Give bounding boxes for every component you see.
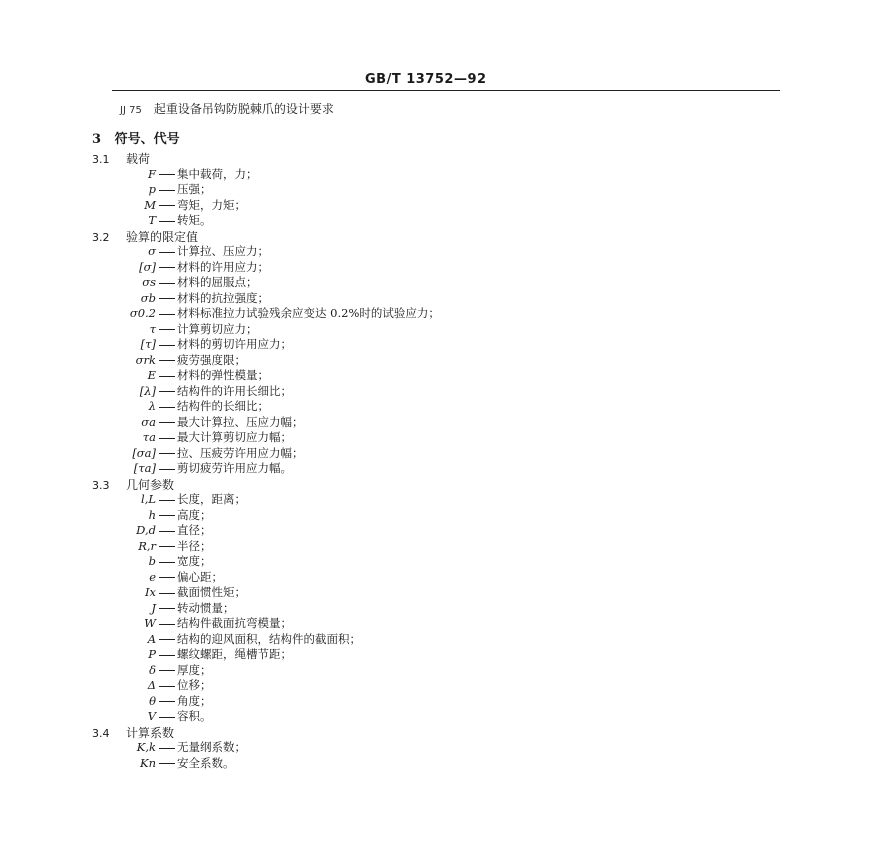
symbol: e xyxy=(149,569,156,584)
symbol: Kn xyxy=(140,755,156,770)
symbol: P xyxy=(148,647,156,661)
symbol: R,r xyxy=(138,538,156,553)
em-dash xyxy=(159,639,175,640)
section-number: 3 xyxy=(92,132,102,147)
em-dash xyxy=(159,407,175,408)
em-dash xyxy=(159,422,175,423)
list-item xyxy=(141,336,292,352)
em-dash xyxy=(159,546,175,547)
list-item xyxy=(145,584,246,600)
symbol: b xyxy=(148,554,156,568)
symbol-description: 结构件的长细比； xyxy=(177,399,269,413)
list-item xyxy=(136,352,246,368)
list-item xyxy=(149,662,211,678)
em-dash xyxy=(159,453,175,454)
em-dash xyxy=(159,670,175,671)
symbol-description: 结构件的许用长细比； xyxy=(177,383,292,398)
symbol-description: 计算剪切应力； xyxy=(177,321,258,336)
symbol-description: 容积。 xyxy=(177,709,212,723)
symbol: A xyxy=(147,631,156,646)
symbol: τ xyxy=(149,321,156,336)
subsection-title: 几何参数 xyxy=(126,477,175,492)
symbol-description: 材料标准拉力试验残余应变达 0.2%时的试验应力； xyxy=(177,306,440,320)
symbol-description: 剪切疲劳许用应力幅。 xyxy=(177,461,292,475)
em-dash xyxy=(159,763,175,764)
symbol: σrk xyxy=(135,352,156,367)
symbol-description: 集中载荷，力； xyxy=(177,166,258,181)
em-dash xyxy=(159,221,175,222)
symbol: σa xyxy=(141,414,156,429)
symbol: T xyxy=(148,213,156,227)
symbol-description: 高度； xyxy=(177,507,212,522)
subsection-title: 验算的限定值 xyxy=(126,229,199,244)
em-dash xyxy=(159,531,175,532)
subsection-number: 3.3 xyxy=(92,478,110,492)
em-dash xyxy=(159,701,175,702)
symbol: [σ] xyxy=(139,259,156,274)
em-dash xyxy=(159,267,175,268)
symbol: σ xyxy=(148,244,156,258)
symbol-description: 无量纲系数； xyxy=(177,740,246,754)
symbol: l,L xyxy=(141,492,156,506)
em-dash xyxy=(159,608,175,609)
em-dash xyxy=(159,205,175,206)
symbol-description: 安全系数。 xyxy=(177,755,235,770)
list-item xyxy=(141,491,246,507)
symbol: K,k xyxy=(136,740,156,754)
symbol-description: 材料的屈服点； xyxy=(177,275,258,289)
em-dash xyxy=(159,298,175,299)
em-dash xyxy=(159,376,175,377)
symbol: W xyxy=(144,616,156,630)
subsection-number: 3.4 xyxy=(92,726,110,740)
em-dash xyxy=(159,360,175,361)
symbol: Δ xyxy=(147,678,156,692)
list-item xyxy=(149,181,212,197)
symbol-description: 长度，距离； xyxy=(177,492,246,506)
em-dash xyxy=(159,174,175,175)
subsection-heading xyxy=(92,724,174,741)
em-dash xyxy=(159,252,175,253)
symbol-description: 最大计算剪切应力幅； xyxy=(177,430,292,444)
symbol-description: 结构的迎风面积，结构件的截面积； xyxy=(177,631,361,646)
list-item xyxy=(141,290,269,306)
symbol: J xyxy=(151,600,156,615)
em-dash xyxy=(159,562,175,563)
list-item xyxy=(149,507,212,523)
list-item xyxy=(148,677,212,693)
standard-number-header: GB/T 13752—92 xyxy=(365,72,487,87)
list-item xyxy=(141,414,303,430)
symbol-description: 转矩。 xyxy=(177,213,212,227)
subsection-heading xyxy=(92,228,198,245)
subsection-number: 3.1 xyxy=(92,153,110,166)
list-item xyxy=(137,739,246,755)
list-item xyxy=(148,212,211,228)
symbol-description: 宽度； xyxy=(177,554,212,568)
em-dash xyxy=(159,624,175,625)
symbol: [σa] xyxy=(132,445,156,460)
symbol: θ xyxy=(149,693,156,708)
list-item xyxy=(148,166,257,182)
list-item xyxy=(148,243,269,259)
symbol-description: 结构件截面抗弯模量； xyxy=(177,616,292,630)
list-item xyxy=(151,600,234,616)
subsection-heading xyxy=(92,476,174,493)
em-dash xyxy=(159,748,175,749)
symbol: Ix xyxy=(144,585,156,599)
symbol-description: 角度； xyxy=(177,693,212,708)
symbol: σ0.2 xyxy=(129,306,156,320)
list-item xyxy=(149,569,223,585)
symbol: F xyxy=(148,166,156,181)
em-dash xyxy=(159,190,175,191)
em-dash xyxy=(159,593,175,594)
list-item xyxy=(136,522,211,538)
reference-line xyxy=(120,100,334,117)
em-dash xyxy=(159,577,175,578)
list-item xyxy=(148,646,292,662)
symbol: λ xyxy=(148,399,156,413)
symbol: [τ] xyxy=(140,337,156,351)
subsection-heading xyxy=(92,150,150,167)
em-dash xyxy=(159,717,175,718)
symbol-description: 螺纹螺距，绳槽节距； xyxy=(177,647,292,661)
symbol-description: 直径； xyxy=(177,523,212,537)
em-dash xyxy=(159,329,175,330)
list-item xyxy=(138,538,211,554)
symbol-description: 转动惯量； xyxy=(177,600,235,615)
em-dash xyxy=(159,391,175,392)
list-item xyxy=(148,367,269,383)
symbol-description: 偏心距； xyxy=(177,569,223,584)
symbol-description: 半径； xyxy=(177,538,212,553)
list-item xyxy=(143,429,292,445)
symbol: D,d xyxy=(136,523,156,537)
symbol-description: 厚度； xyxy=(177,662,212,677)
symbol: p xyxy=(148,182,156,196)
symbol: τa xyxy=(142,430,156,444)
symbol: V xyxy=(147,709,156,723)
symbol: σb xyxy=(140,290,156,305)
reference-code: JJ 75 xyxy=(120,105,142,116)
list-item xyxy=(130,305,440,321)
em-dash xyxy=(159,438,175,439)
list-item xyxy=(144,615,292,631)
subsection-title: 载荷 xyxy=(126,152,151,166)
section-title: 符号、代号 xyxy=(114,132,180,147)
symbol: δ xyxy=(149,662,156,677)
list-item xyxy=(150,321,258,337)
symbol-description: 拉、压疲劳许用应力幅； xyxy=(177,445,304,460)
symbol-description: 材料的剪切许用应力； xyxy=(177,337,292,351)
list-item xyxy=(149,693,211,709)
list-item xyxy=(148,708,212,724)
symbol: [λ] xyxy=(139,383,156,398)
symbol-description: 计算拉、压应力； xyxy=(177,244,269,258)
em-dash xyxy=(159,515,175,516)
symbol: σs xyxy=(142,275,156,289)
symbol-description: 弯矩，力矩； xyxy=(177,197,246,212)
list-item xyxy=(140,755,235,771)
em-dash xyxy=(159,314,175,315)
symbol: [τa] xyxy=(133,461,156,475)
list-item xyxy=(144,197,246,213)
reference-title: 起重设备吊钩防脱棘爪的设计要求 xyxy=(153,102,334,116)
list-item xyxy=(132,445,303,461)
em-dash xyxy=(159,345,175,346)
em-dash xyxy=(159,500,175,501)
list-item xyxy=(149,553,212,569)
list-item xyxy=(134,460,292,476)
em-dash xyxy=(159,283,175,284)
em-dash xyxy=(159,655,175,656)
list-item xyxy=(139,259,269,275)
symbol-description: 材料的许用应力； xyxy=(177,259,269,274)
list-item xyxy=(148,631,361,647)
symbol-description: 最大计算拉、压应力幅； xyxy=(177,414,304,429)
em-dash xyxy=(159,686,175,687)
symbol: E xyxy=(147,368,156,382)
header-rule xyxy=(112,90,780,91)
subsection-title: 计算系数 xyxy=(126,725,175,740)
symbol-description: 材料的抗拉强度； xyxy=(177,290,269,305)
list-item xyxy=(149,398,269,414)
symbol-description: 压强； xyxy=(177,182,212,196)
symbol-description: 疲劳强度限； xyxy=(177,352,246,367)
symbol-description: 截面惯性矩； xyxy=(177,585,246,599)
symbol-description: 材料的弹性模量； xyxy=(177,368,269,382)
section-heading xyxy=(92,128,180,147)
subsection-number: 3.2 xyxy=(92,230,110,244)
list-item xyxy=(140,383,292,399)
symbol-description: 位移； xyxy=(177,678,212,692)
em-dash xyxy=(159,469,175,470)
symbol: h xyxy=(148,507,156,522)
list-item xyxy=(142,274,257,290)
symbol: M xyxy=(144,197,156,212)
